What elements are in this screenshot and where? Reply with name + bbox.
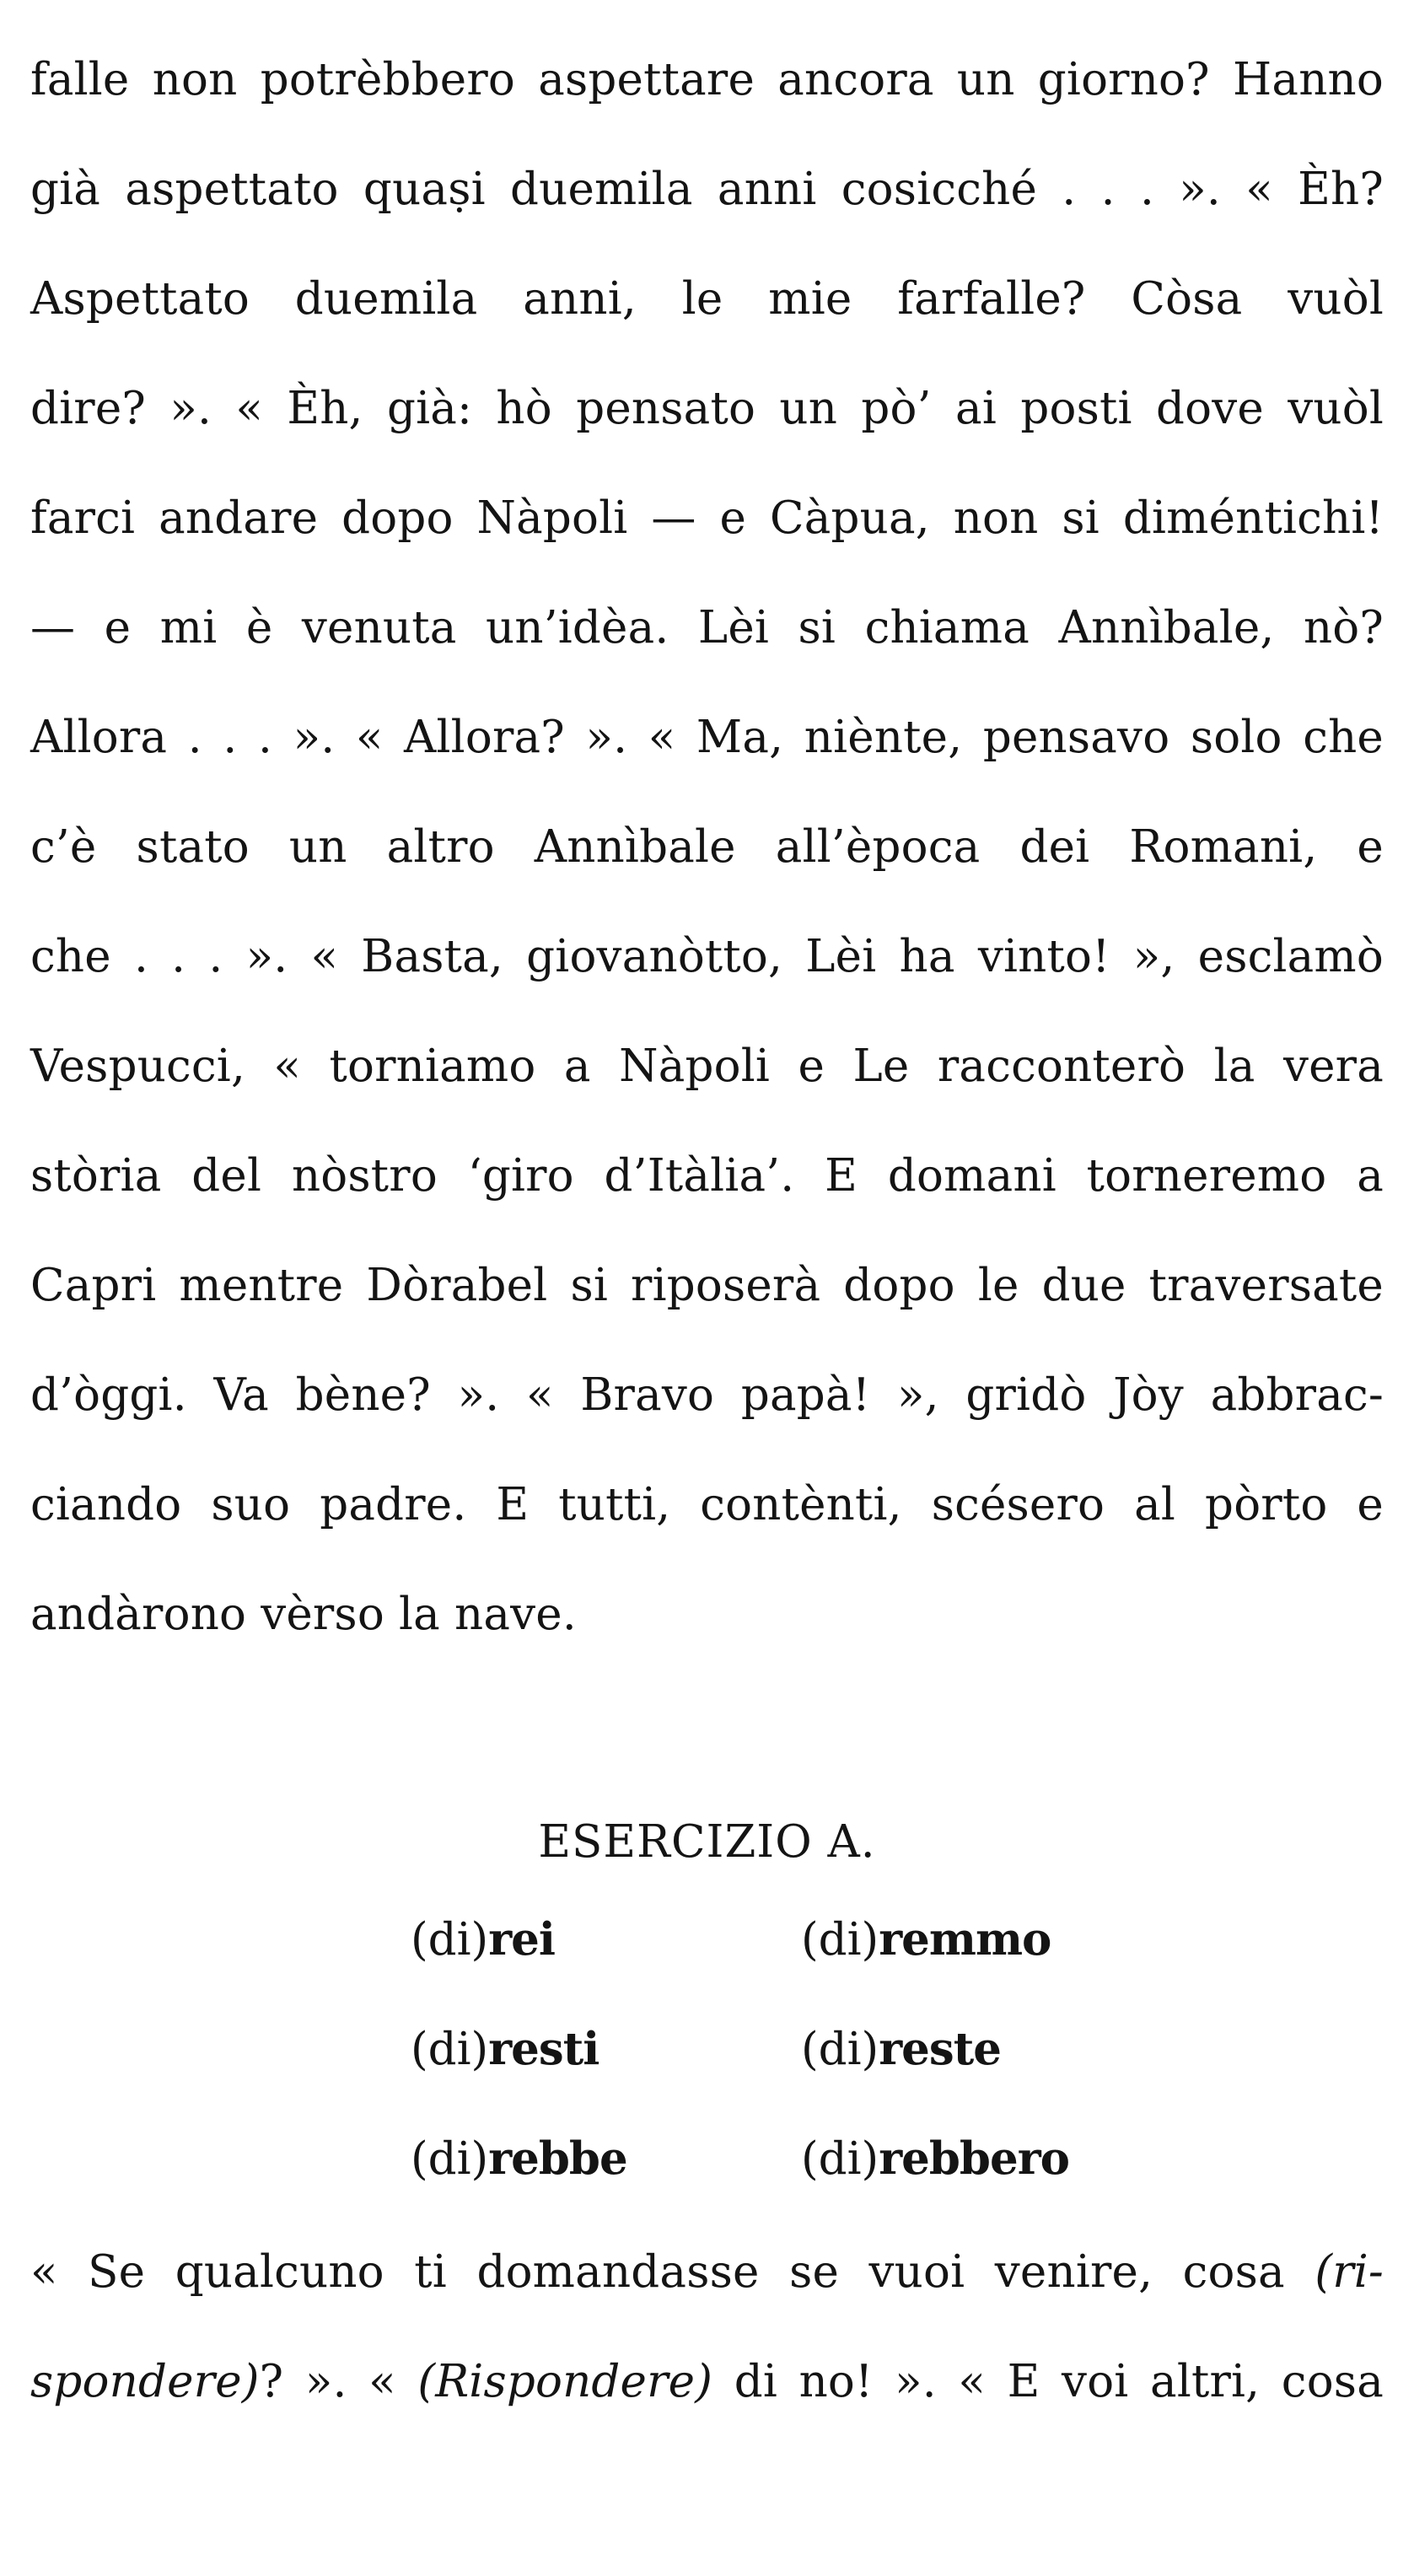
conjugation-row <box>0 2003 1414 2095</box>
conjugation-cell: (di)remmo <box>801 1913 1051 1966</box>
conjugation-cell: (di)resti <box>411 2023 599 2075</box>
paragraph-line: c’è stato un altro Annìbale all’època dei Romani, e <box>30 821 1384 873</box>
paragraph-line: Capri mentre Dòrabel si riposerà dopo le due traversate <box>30 1260 1384 1311</box>
paragraph-line: Aspettato duemila anni, le mie farfalle? Còsa vuòl <box>30 273 1384 325</box>
paragraph-line: d’òggi. Va bène? ». « Bravo papà! », gridò Jòy abbrac- <box>30 1369 1384 1421</box>
paragraph-line-last: andàrono vèrso la nave. <box>30 1589 577 1640</box>
paragraph-line: già aspettato quaṣi duemila anni cosicché . . . ». « Èh? <box>30 164 1384 215</box>
conjugation-cell: (di)rei <box>411 1913 556 1966</box>
paragraph-line: falle non potrèbbero aspettare ancora un giorno? Hanno <box>30 54 1384 105</box>
paragraph-line: Allora . . . ». « Allora? ». « Ma, niènte, pensavo solo che <box>30 712 1384 763</box>
conjugation-row <box>0 1893 1414 1986</box>
exercise-title: ESERCIZIO A. <box>538 1816 876 1868</box>
paragraph-line: stòria del nòstro ‘giro d’Itàlia’. E domani torneremo a <box>30 1150 1384 1202</box>
paragraph-line: che . . . ». « Basta, giovanòtto, Lèi ha vinto! », esclamò <box>30 931 1384 982</box>
paragraph-line: ciando suo padre. E tutti, contènti, scésero al pòrto e <box>30 1479 1384 1530</box>
exercise-sentence-line: spondere)? ». « (Rispondere) di no! ». « E voi altri, cosa <box>30 2356 1384 2407</box>
paragraph-line: farci andare dopo Nàpoli — e Càpua, non si diméntichi! <box>30 492 1384 544</box>
conjugation-cell: (di)rebbero <box>801 2132 1069 2185</box>
paragraph-line: dire? ». « Èh, già: hò pensato un pò’ ai posti dove vuòl <box>30 383 1384 434</box>
paragraph-line: — e mi è venuta un’idèa. Lèi si chiama Annìbale, nò? <box>30 602 1384 653</box>
conjugation-row <box>0 2112 1414 2205</box>
conjugation-cell: (di)rebbe <box>411 2132 627 2185</box>
conjugation-cell: (di)reste <box>801 2023 1001 2075</box>
exercise-sentence-line: « Se qualcuno ti domandasse se vuoi venire, cosa (ri- <box>30 2246 1384 2298</box>
paragraph-line: Vespucci, « torniamo a Nàpoli e Le racconterò la vera <box>30 1041 1384 1092</box>
